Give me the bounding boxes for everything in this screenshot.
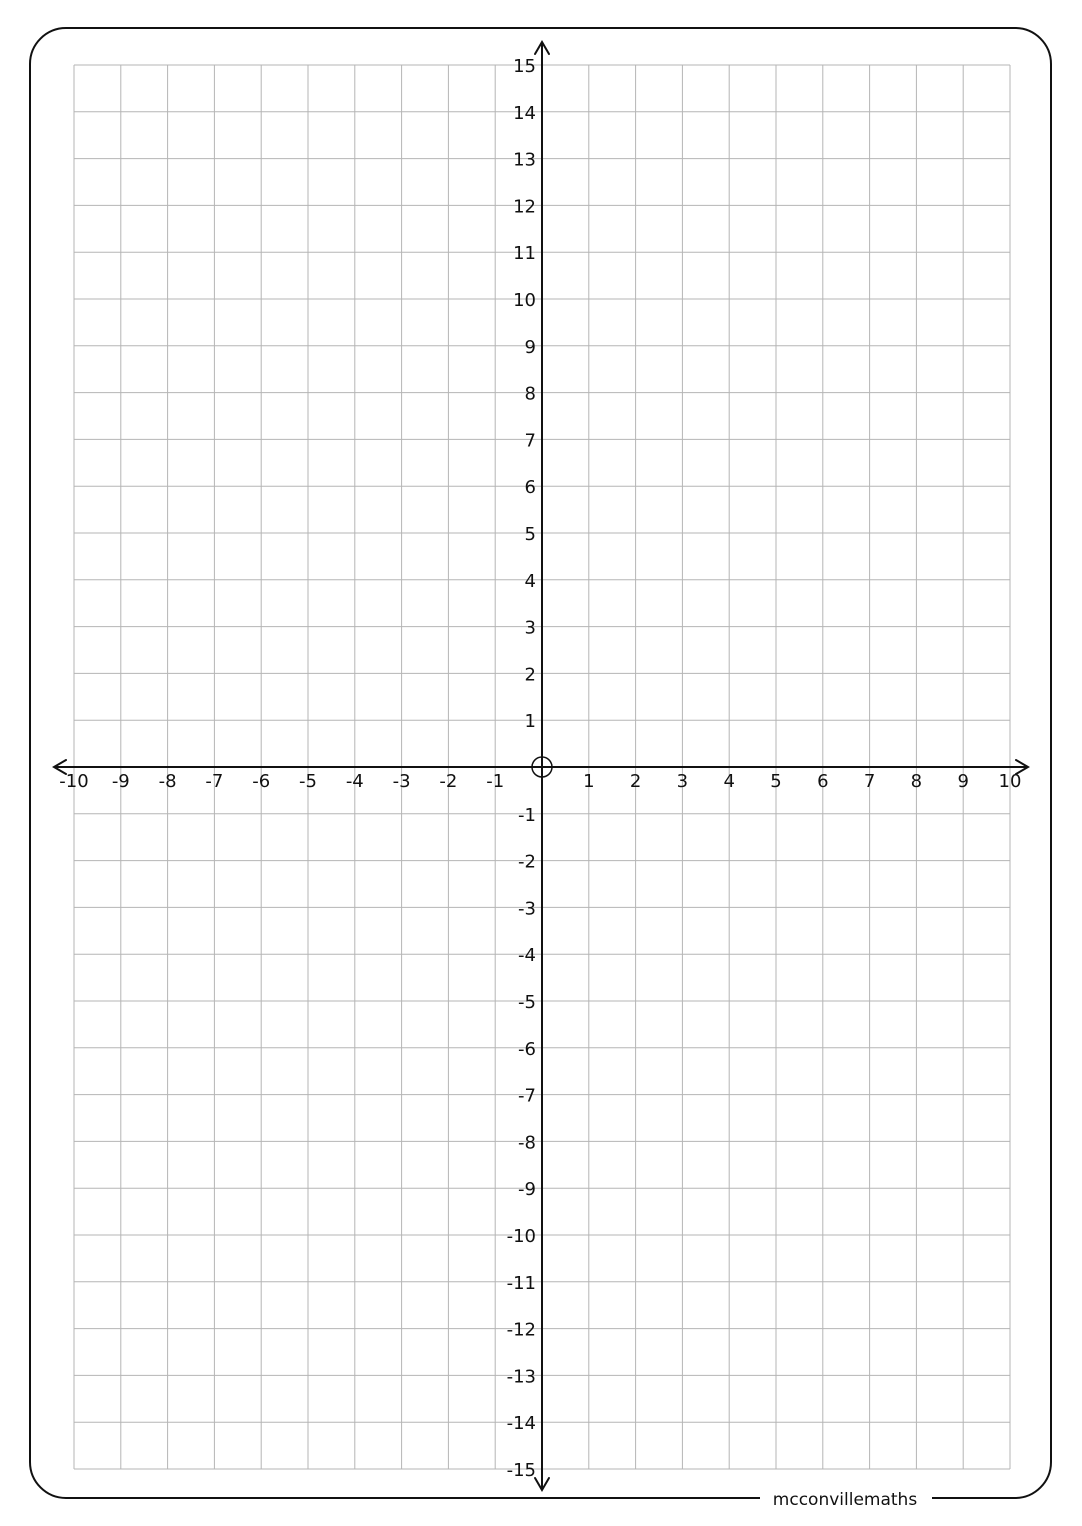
x-tick-label: 4 (723, 771, 735, 792)
y-tick-label: -5 (518, 992, 536, 1013)
y-tick-label: -15 (506, 1460, 536, 1481)
x-tick-label: -5 (299, 771, 317, 792)
y-tick-label: -7 (518, 1085, 536, 1107)
x-tick-label: 1 (583, 771, 595, 792)
x-tick-label: -10 (59, 771, 89, 792)
y-tick-label: -3 (518, 898, 536, 920)
y-tick-label: -9 (518, 1179, 536, 1201)
y-tick-label: -10 (506, 1226, 536, 1247)
y-tick-label: 15 (513, 56, 536, 77)
y-tick-label: 2 (524, 664, 536, 686)
credit-text: mcconvillemaths (772, 1490, 918, 1510)
x-tick-label: -7 (205, 771, 224, 792)
y-tick-label: -14 (506, 1413, 536, 1435)
x-tick-label: -3 (392, 771, 411, 792)
x-tick-label: 2 (629, 771, 642, 792)
y-tick-label: -13 (506, 1366, 536, 1388)
x-tick-label: 8 (910, 771, 923, 792)
y-tick-label: -6 (518, 1038, 536, 1060)
y-tick-label: 8 (524, 383, 536, 405)
y-tick-label: -12 (506, 1319, 536, 1341)
sheet-frame (30, 28, 1051, 1498)
x-tick-label: -1 (486, 771, 505, 792)
x-tick-label: 3 (676, 771, 689, 792)
y-tick-label: -1 (518, 804, 536, 826)
y-tick-label: -4 (518, 945, 536, 967)
y-tick-label: -2 (518, 851, 536, 873)
y-tick-label: 10 (513, 290, 536, 311)
y-tick-label: 4 (524, 570, 536, 592)
x-tick-label: -4 (345, 771, 364, 792)
x-tick-label: 10 (998, 771, 1022, 792)
y-tick-label: 13 (513, 149, 536, 171)
y-tick-label: 6 (524, 477, 536, 499)
x-tick-label: -8 (158, 771, 177, 792)
x-tick-label: -9 (111, 771, 130, 792)
y-tick-label: 11 (513, 243, 536, 265)
y-tick-label: 3 (524, 617, 536, 639)
x-tick-label: 9 (957, 771, 969, 792)
x-tick-label: 7 (863, 771, 876, 792)
y-tick-label: 9 (524, 336, 536, 358)
y-tick-label: 7 (524, 430, 536, 452)
y-tick-label: 14 (513, 102, 536, 124)
x-tick-label: -2 (439, 771, 458, 792)
y-tick-label: 1 (524, 711, 536, 733)
x-tick-label: -6 (252, 771, 271, 792)
y-tick-label: 5 (524, 524, 536, 545)
y-tick-label: 12 (513, 196, 536, 218)
x-tick-label: 6 (817, 771, 829, 792)
y-tick-label: -8 (518, 1132, 536, 1154)
y-tick-label: -11 (506, 1272, 536, 1294)
x-tick-label: 5 (770, 771, 782, 792)
